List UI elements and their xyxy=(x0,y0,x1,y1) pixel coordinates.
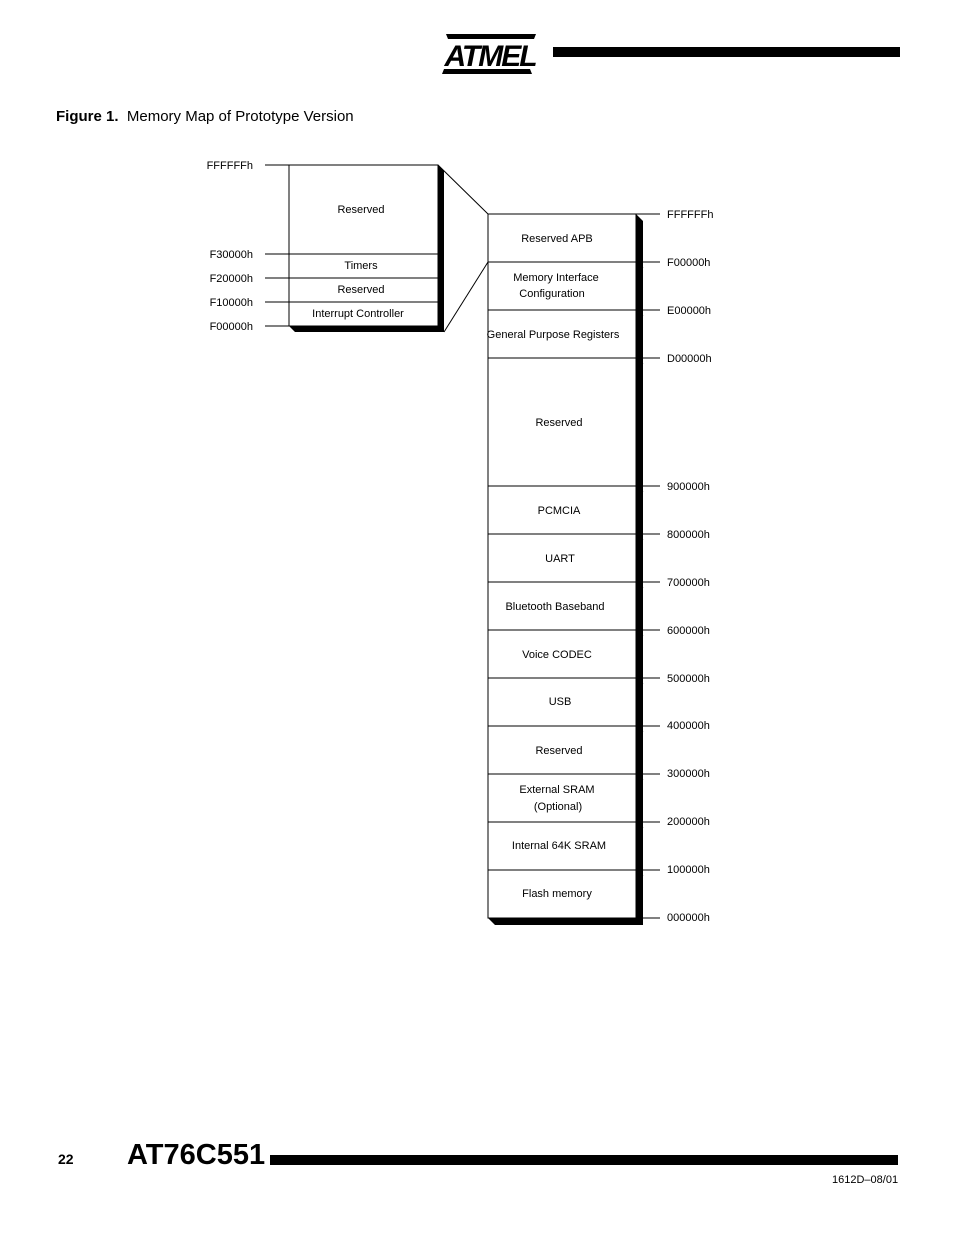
detail-address-label: F00000h xyxy=(209,321,253,333)
main-block-label: Configuration xyxy=(519,288,585,300)
detail-block-label: Reserved xyxy=(337,204,385,216)
detail-block-label: Timers xyxy=(344,260,378,272)
main-address-label: 600000h xyxy=(667,625,710,637)
main-address-label: D00000h xyxy=(667,353,712,365)
main-address-label: 400000h xyxy=(667,720,710,732)
main-block-label: PCMCIA xyxy=(537,505,581,517)
main-block-label: Memory Interface xyxy=(513,272,599,284)
figure-label: Figure 1. xyxy=(56,108,119,125)
detail-map xyxy=(207,160,444,333)
main-address-label: 000000h xyxy=(667,912,710,924)
main-block-label: USB xyxy=(548,696,572,708)
detail-address-label: F10000h xyxy=(209,297,253,309)
main-block-label: Reserved APB xyxy=(521,233,593,245)
main-map xyxy=(487,209,714,925)
expansion-line-bottom xyxy=(444,262,488,332)
page-number: 22 xyxy=(58,1151,74,1167)
document-code: 1612D–08/01 xyxy=(832,1174,899,1186)
main-block-label: General Purpose Registers xyxy=(486,329,620,341)
main-address-label: E00000h xyxy=(667,305,712,317)
detail-block-label: Reserved xyxy=(337,284,385,296)
main-block-label: Flash memory xyxy=(522,888,592,900)
logo-text: ATMEL xyxy=(444,40,536,73)
main-address-label: F00000h xyxy=(667,257,711,269)
main-address-label: 700000h xyxy=(667,577,710,589)
main-address-label: 900000h xyxy=(667,481,710,493)
detail-address-label: F20000h xyxy=(209,273,253,285)
main-block-label: Voice CODEC xyxy=(522,649,592,661)
main-block-label: External SRAM xyxy=(519,784,595,796)
main-block-label: Reserved xyxy=(535,417,583,429)
main-block-label: (Optional) xyxy=(533,801,583,813)
detail-block-label: Interrupt Controller xyxy=(312,308,404,320)
main-address-label: 800000h xyxy=(667,529,710,541)
main-address-label: 300000h xyxy=(667,768,710,780)
main-block-label: Internal 64K SRAM xyxy=(511,840,607,852)
main-block-label: Bluetooth Baseband xyxy=(505,601,605,613)
main-address-label: 100000h xyxy=(667,864,710,876)
figure-title: Memory Map of Prototype Version xyxy=(126,108,354,125)
expansion-line-top xyxy=(438,165,488,214)
detail-address-label: F30000h xyxy=(209,249,253,261)
main-address-label: FFFFFFh xyxy=(667,209,714,221)
main-address-label: 500000h xyxy=(667,673,710,685)
detail-address-label: FFFFFFh xyxy=(206,160,253,172)
footer-rule xyxy=(270,1155,898,1165)
main-block-label: UART xyxy=(545,553,575,565)
main-block-label: Reserved xyxy=(535,745,583,757)
main-address-label: 200000h xyxy=(667,816,710,828)
document-title: AT76C551 xyxy=(127,1139,266,1171)
